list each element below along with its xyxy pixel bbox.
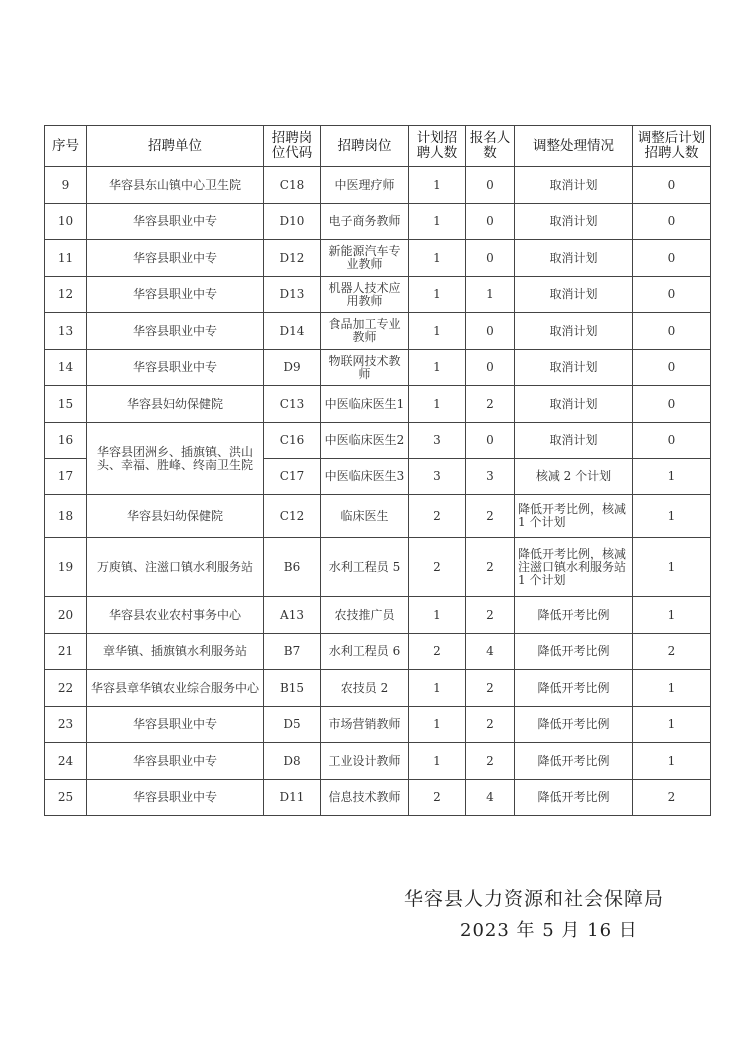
table-cell: 核减 2 个计划 xyxy=(515,459,633,495)
table-cell: 2 xyxy=(466,386,515,423)
issuing-organization: 华容县人力资源和社会保障局 xyxy=(404,888,665,910)
table-cell: 华容县职业中专 xyxy=(87,743,264,780)
table-cell: 2 xyxy=(409,495,466,538)
table-cell: 2 xyxy=(466,707,515,743)
table-cell: 降低开考比例 xyxy=(515,707,633,743)
table-cell: 华容县职业中专 xyxy=(87,780,264,816)
table-row xyxy=(45,634,711,670)
table-cell: 中医理疗师 xyxy=(321,167,409,204)
table-cell: D10 xyxy=(264,204,321,240)
table-row xyxy=(45,277,711,313)
table-cell: 2 xyxy=(466,743,515,780)
table-cell: 23 xyxy=(45,707,87,743)
table-cell: C17 xyxy=(264,459,321,495)
table-row xyxy=(45,350,711,386)
adjustment-table xyxy=(44,125,711,816)
issue-date: 2023 年 5 月 16 日 xyxy=(460,920,638,941)
table-cell: 18 xyxy=(45,495,87,538)
table-cell: 取消计划 xyxy=(515,204,633,240)
header-cell: 报名人数 xyxy=(466,126,515,167)
table-cell: D9 xyxy=(264,350,321,386)
table-cell: 农技推广员 xyxy=(321,597,409,634)
table-cell: 0 xyxy=(466,240,515,277)
table-cell: 3 xyxy=(409,459,466,495)
table-cell: 0 xyxy=(633,277,711,313)
table-cell: 2 xyxy=(633,780,711,816)
table-cell: 14 xyxy=(45,350,87,386)
table-cell: 1 xyxy=(633,495,711,538)
table-cell: 22 xyxy=(45,670,87,707)
table-row xyxy=(45,313,711,350)
table-cell: 1 xyxy=(409,277,466,313)
table-cell: D14 xyxy=(264,313,321,350)
table-row xyxy=(45,495,711,538)
table-cell: 机器人技术应用教师 xyxy=(321,277,409,313)
table-cell: 降低开考比例 xyxy=(515,743,633,780)
table-cell: 2 xyxy=(409,538,466,597)
table-cell: 1 xyxy=(633,743,711,780)
table-cell: 取消计划 xyxy=(515,277,633,313)
table-cell: D8 xyxy=(264,743,321,780)
table-cell: 降低开考比例 xyxy=(515,597,633,634)
table-cell: 取消计划 xyxy=(515,313,633,350)
table-cell: 华容县妇幼保健院 xyxy=(87,386,264,423)
table-cell: B15 xyxy=(264,670,321,707)
table-cell: 20 xyxy=(45,597,87,634)
table-cell: 0 xyxy=(466,423,515,459)
table-cell: 0 xyxy=(466,350,515,386)
table-cell: 1 xyxy=(633,670,711,707)
table-cell: 中医临床医生3 xyxy=(321,459,409,495)
table-cell: D13 xyxy=(264,277,321,313)
table-cell: 0 xyxy=(633,167,711,204)
table-cell: 华容县职业中专 xyxy=(87,277,264,313)
table-cell: 0 xyxy=(466,204,515,240)
table-row xyxy=(45,707,711,743)
table-cell: 2 xyxy=(466,495,515,538)
table-cell: 华容县职业中专 xyxy=(87,240,264,277)
table-cell: 2 xyxy=(466,670,515,707)
table-cell: 2 xyxy=(466,597,515,634)
table-row xyxy=(45,240,711,277)
table-cell: 1 xyxy=(409,670,466,707)
table-cell: 1 xyxy=(633,707,711,743)
table-cell: C13 xyxy=(264,386,321,423)
table-cell: 取消计划 xyxy=(515,240,633,277)
table-cell: 2 xyxy=(633,634,711,670)
table-row xyxy=(45,423,711,459)
table-row xyxy=(45,743,711,780)
header-cell: 计划招聘人数 xyxy=(409,126,466,167)
table-cell: 市场营销教师 xyxy=(321,707,409,743)
table-cell: 3 xyxy=(409,423,466,459)
table-cell: 中医临床医生2 xyxy=(321,423,409,459)
table-cell: 0 xyxy=(633,313,711,350)
table-cell: 0 xyxy=(633,350,711,386)
table-cell: 0 xyxy=(633,240,711,277)
table-cell: 1 xyxy=(633,459,711,495)
table-cell: 华容县章华镇农业综合服务中心 xyxy=(87,670,264,707)
table-cell: 工业设计教师 xyxy=(321,743,409,780)
table-cell: 水利工程员 5 xyxy=(321,538,409,597)
table-cell: 水利工程员 6 xyxy=(321,634,409,670)
table-cell: 农技员 2 xyxy=(321,670,409,707)
header-cell: 招聘岗位代码 xyxy=(264,126,321,167)
table-row xyxy=(45,167,711,204)
table-cell: 2 xyxy=(409,634,466,670)
table-cell: 华容县妇幼保健院 xyxy=(87,495,264,538)
table-cell: 2 xyxy=(409,780,466,816)
table-cell: D11 xyxy=(264,780,321,816)
table-cell: B6 xyxy=(264,538,321,597)
table-cell: 24 xyxy=(45,743,87,780)
table-cell: 新能源汽车专业教师 xyxy=(321,240,409,277)
table-cell: 华容县团洲乡、插旗镇、洪山头、幸福、胜峰、终南卫生院 xyxy=(87,423,264,495)
table-cell: 降低开考比例，核减注滋口镇水利服务站 1 个计划 xyxy=(515,538,633,597)
table-cell: 0 xyxy=(633,204,711,240)
table-row xyxy=(45,386,711,423)
header-cell: 招聘岗位 xyxy=(321,126,409,167)
table-cell: 1 xyxy=(409,597,466,634)
table-cell: 10 xyxy=(45,204,87,240)
table-cell: 19 xyxy=(45,538,87,597)
table-cell: 1 xyxy=(409,313,466,350)
table-cell: 华容县职业中专 xyxy=(87,313,264,350)
table-cell: 章华镇、插旗镇水利服务站 xyxy=(87,634,264,670)
table-cell: 3 xyxy=(466,459,515,495)
header-cell: 序号 xyxy=(45,126,87,167)
table-cell: 食品加工专业教师 xyxy=(321,313,409,350)
table-row xyxy=(45,597,711,634)
table-row xyxy=(45,538,711,597)
table-cell: 华容县东山镇中心卫生院 xyxy=(87,167,264,204)
table-row xyxy=(45,670,711,707)
table-cell: C16 xyxy=(264,423,321,459)
table-cell: 1 xyxy=(409,707,466,743)
table-row xyxy=(45,204,711,240)
table-cell: 华容县职业中专 xyxy=(87,707,264,743)
table-cell: 0 xyxy=(466,313,515,350)
table-cell: 电子商务教师 xyxy=(321,204,409,240)
table-cell: 取消计划 xyxy=(515,350,633,386)
table-cell: 1 xyxy=(409,350,466,386)
table-cell: 25 xyxy=(45,780,87,816)
table-cell: 万庾镇、注滋口镇水利服务站 xyxy=(87,538,264,597)
table-cell: 15 xyxy=(45,386,87,423)
table-cell: 1 xyxy=(409,167,466,204)
table-cell: 华容县农业农村事务中心 xyxy=(87,597,264,634)
table-cell: D5 xyxy=(264,707,321,743)
table-cell: 1 xyxy=(409,386,466,423)
table-cell: 物联网技术教师 xyxy=(321,350,409,386)
table-cell: 4 xyxy=(466,634,515,670)
table-cell: 17 xyxy=(45,459,87,495)
table-cell: 9 xyxy=(45,167,87,204)
table-row xyxy=(45,780,711,816)
table-cell: 临床医生 xyxy=(321,495,409,538)
table-cell: 华容县职业中专 xyxy=(87,204,264,240)
table-cell: A13 xyxy=(264,597,321,634)
table-cell: 13 xyxy=(45,313,87,350)
table-cell: 信息技术教师 xyxy=(321,780,409,816)
table-cell: 1 xyxy=(409,743,466,780)
table-cell: 取消计划 xyxy=(515,386,633,423)
table-cell: 1 xyxy=(633,538,711,597)
header-cell: 招聘单位 xyxy=(87,126,264,167)
table-cell: 1 xyxy=(633,597,711,634)
table-cell: 华容县职业中专 xyxy=(87,350,264,386)
table-cell: 中医临床医生1 xyxy=(321,386,409,423)
table-header xyxy=(45,126,711,167)
table-cell: 0 xyxy=(633,423,711,459)
table-cell: 12 xyxy=(45,277,87,313)
table-cell: 11 xyxy=(45,240,87,277)
header-cell: 调整处理情况 xyxy=(515,126,633,167)
header-cell: 调整后计划招聘人数 xyxy=(633,126,711,167)
table-cell: C18 xyxy=(264,167,321,204)
table-cell: 16 xyxy=(45,423,87,459)
table-cell: D12 xyxy=(264,240,321,277)
table-cell: 1 xyxy=(409,204,466,240)
table-cell: 取消计划 xyxy=(515,423,633,459)
table-cell: 4 xyxy=(466,780,515,816)
table-cell: 1 xyxy=(409,240,466,277)
table-cell: 0 xyxy=(466,167,515,204)
table-cell: 2 xyxy=(466,538,515,597)
table-cell: 0 xyxy=(633,386,711,423)
table-cell: 降低开考比例，核减 1 个计划 xyxy=(515,495,633,538)
table-cell: 21 xyxy=(45,634,87,670)
table-cell: B7 xyxy=(264,634,321,670)
table-cell: C12 xyxy=(264,495,321,538)
table-cell: 取消计划 xyxy=(515,167,633,204)
table-cell: 1 xyxy=(466,277,515,313)
table-cell: 降低开考比例 xyxy=(515,670,633,707)
table-cell: 降低开考比例 xyxy=(515,780,633,816)
table-cell: 降低开考比例 xyxy=(515,634,633,670)
